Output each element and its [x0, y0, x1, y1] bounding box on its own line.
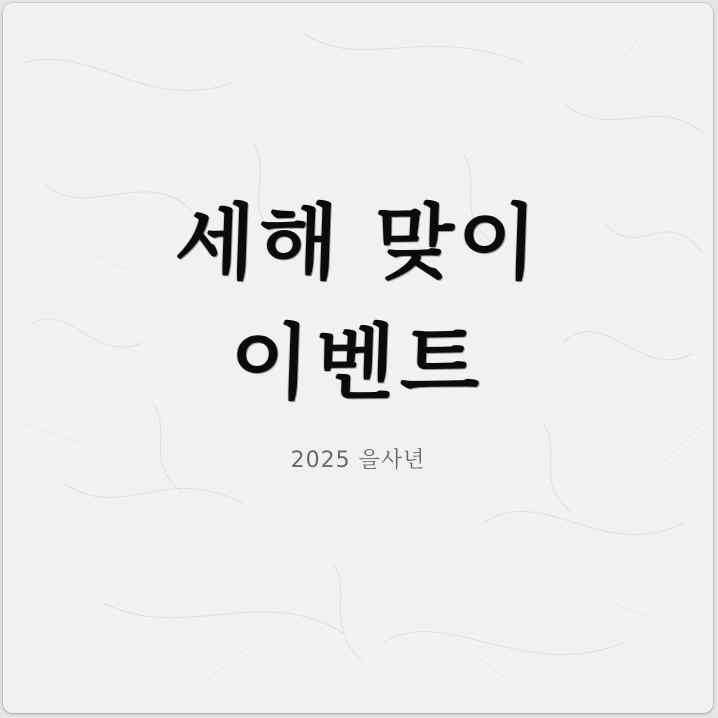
- subtitle-year: 2025 을사년: [290, 448, 426, 473]
- event-card: [3, 3, 713, 713]
- title-line-2: 이벤트: [228, 316, 488, 411]
- title-line-1: 세해 맞이: [173, 196, 543, 291]
